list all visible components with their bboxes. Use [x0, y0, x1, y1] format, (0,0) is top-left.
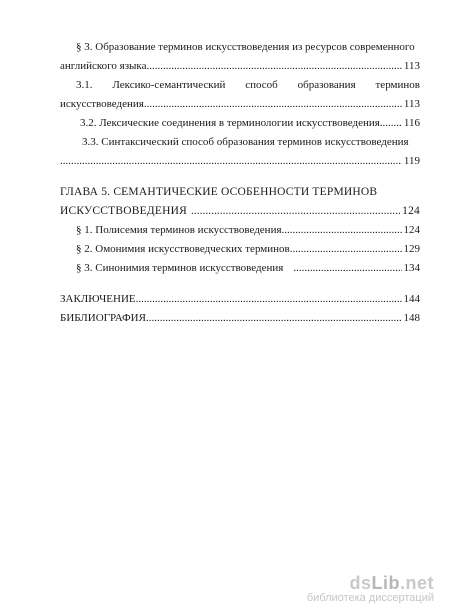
toc-leader [136, 290, 402, 309]
toc-leader [290, 240, 402, 259]
toc-conclusion-entry: ЗАКЛЮЧЕНИЕ ..... 144 [60, 290, 420, 309]
toc-bibliography-entry: БИБЛИОГРАФИЯ ..... 148 [60, 309, 420, 328]
toc-chapter-5-entry: ИСКУССТВОВЕДЕНИЯ ..... 124 [60, 202, 420, 221]
toc-leader [187, 202, 400, 221]
page-number: 119 [403, 155, 420, 167]
toc-paragraph-3-entry: § 3. Синонимия терминов искусствоведения ..... 134 [60, 259, 420, 278]
page-number: 113 [403, 98, 420, 110]
toc-chapter-5-title: ГЛАВА 5. СЕМАНТИЧЕСКИЕ ОСОБЕННОСТИ ТЕРМИНОВ [60, 186, 378, 198]
watermark-logo: dsLib.net [349, 573, 434, 593]
toc-paragraph-1-entry: § 1. Полисемия терминов искусствоведения ..... 124 [60, 221, 420, 240]
toc-subsection-3-2-entry: 3.2. Лексические соединения в терминологии искусствоведения ..... 116 [60, 114, 420, 133]
page-number: 148 [403, 312, 420, 324]
toc-leader [380, 114, 402, 133]
page-number: 124 [403, 224, 420, 236]
toc-subsection-3-1-entry: искусствоведения ..... 113 [60, 95, 420, 114]
toc-subsection-3-3-title: 3.3. Синтаксический способ образования терминов искусствоведения [82, 136, 409, 148]
page-number: 113 [403, 60, 420, 72]
page-number: 129 [403, 243, 420, 255]
toc-subsection-3-1-title: 3.1. Лексико-семантический способ образования терминов [76, 79, 420, 91]
page-number: 134 [403, 262, 420, 274]
toc-leader [146, 309, 402, 328]
toc-leader [60, 152, 402, 171]
page-number: 124 [402, 205, 420, 217]
page-number: 116 [403, 117, 420, 129]
toc-leader [147, 57, 402, 76]
page-number: 144 [403, 293, 420, 305]
toc-paragraph-2-entry: § 2. Омонимия искусствоведческих терминов ..... 129 [60, 240, 420, 259]
watermark [307, 573, 434, 604]
toc-leader [282, 221, 402, 240]
toc-section-3-title: § 3. Образование терминов искусствоведения из ресурсов современного [76, 41, 415, 53]
toc-section-3-entry: английского языка ..... 113 [60, 57, 420, 76]
toc-leader [144, 95, 402, 114]
toc-subsection-3-3-entry [60, 152, 420, 171]
toc-leader [283, 259, 401, 278]
watermark-subtitle: библиотека диссертаций [306, 592, 434, 604]
